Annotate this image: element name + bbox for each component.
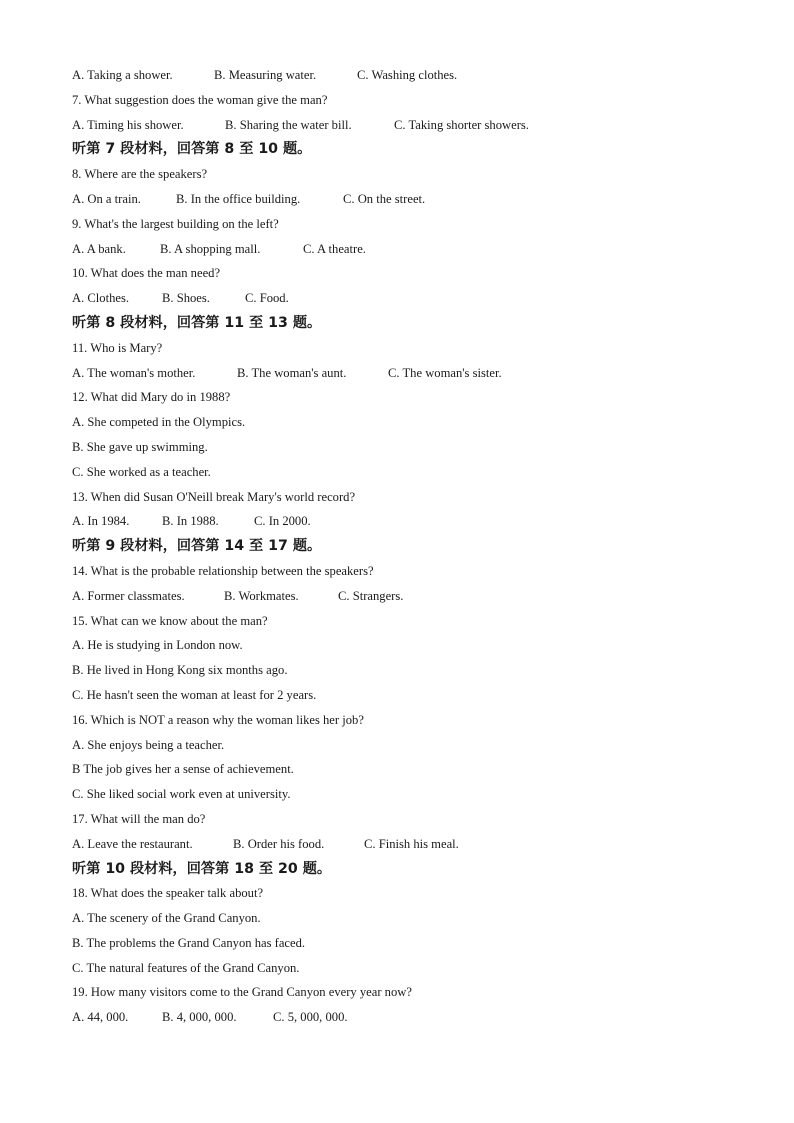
option-c: C. Washing clothes.	[357, 68, 458, 82]
option-b: B. Sharing the water bill.	[225, 117, 352, 132]
answer-line: B. He lived in Hong Kong six months ago.	[72, 663, 288, 678]
option-b: B. Measuring water.	[214, 68, 317, 82]
options-row	[72, 113, 752, 138]
question-11: 11. Who is Mary?	[72, 340, 163, 355]
option-b: B. 4, 000, 000.	[162, 1010, 237, 1025]
options-row	[72, 63, 752, 88]
answer-line: B. She gave up swimming.	[72, 439, 208, 454]
question-14: 14. What is the probable relationship between the speakers?	[72, 563, 374, 578]
option-a: A. In 1984.	[72, 514, 130, 529]
options-row	[72, 286, 752, 311]
option-a: A. 44, 000.	[72, 1010, 129, 1025]
section-heading-9: 听第 9 段材料，回答第 14 至 17 题。	[72, 538, 322, 555]
section-heading-8: 听第 8 段材料，回答第 11 至 13 题。	[72, 314, 322, 331]
option-a: A. On a train.	[72, 191, 141, 206]
option-c: C. Taking shorter showers.	[394, 117, 529, 132]
options-row	[72, 1005, 752, 1030]
option-a: A. A bank.	[72, 241, 126, 256]
option-c: C. In 2000.	[254, 514, 311, 529]
option-b: B. The woman's aunt.	[237, 365, 347, 380]
answer-line: C. The natural features of the Grand Canyon.	[72, 960, 300, 975]
option-b: B. Order his food.	[233, 836, 325, 851]
section-heading-7: 听第 7 段材料，回答第 8 至 10 题。	[72, 141, 312, 158]
option-b: B. A shopping mall.	[160, 241, 261, 256]
options-row	[72, 237, 752, 262]
exam-page	[72, 63, 752, 1030]
answer-line: C. He hasn't seen the woman at least for 2 years.	[72, 687, 317, 702]
option-c: C. Food.	[245, 291, 289, 306]
answer-line: A. She competed in the Olympics.	[72, 415, 246, 430]
option-b: B. Workmates.	[224, 588, 299, 603]
options-row	[72, 361, 752, 386]
option-a: A. Former classmates.	[72, 588, 185, 603]
option-b: B. Shoes.	[162, 291, 210, 306]
options-row	[72, 584, 752, 609]
question-10: 10. What does the man need?	[72, 266, 221, 281]
answer-line: B The job gives her a sense of achievement.	[72, 762, 294, 777]
question-12: 12. What did Mary do in 1988?	[72, 390, 231, 405]
option-a: A. Timing his shower.	[72, 117, 184, 132]
option-a: A. Clothes.	[72, 291, 130, 306]
question-18: 18. What does the speaker talk about?	[72, 886, 264, 901]
answer-line: C. She liked social work even at university.	[72, 787, 291, 802]
question-16: 16. Which is NOT a reason why the woman likes her job?	[72, 712, 364, 727]
options-row	[72, 832, 752, 857]
option-c: C. The woman's sister.	[388, 365, 502, 380]
option-c: C. Strangers.	[338, 588, 404, 603]
option-c: C. 5, 000, 000.	[273, 1010, 348, 1025]
answer-line: C. She worked as a teacher.	[72, 464, 211, 479]
answer-line: B. The problems the Grand Canyon has faced.	[72, 935, 306, 950]
option-b: B. In the office building.	[176, 191, 301, 206]
question-17: 17. What will the man do?	[72, 811, 206, 826]
question-7: 7. What suggestion does the woman give the man?	[72, 92, 328, 107]
answer-line: A. He is studying in London now.	[72, 638, 243, 653]
section-heading-10: 听第 10 段材料，回答第 18 至 20 题。	[72, 860, 332, 877]
options-row	[72, 187, 752, 212]
option-c: C. On the street.	[343, 191, 426, 206]
option-c: C. A theatre.	[303, 241, 366, 256]
question-9: 9. What's the largest building on the left?	[72, 216, 279, 231]
option-b: B. In 1988.	[162, 514, 219, 529]
answer-line: A. She enjoys being a teacher.	[72, 737, 225, 752]
answer-line: A. The scenery of the Grand Canyon.	[72, 911, 261, 926]
option-c: C. Finish his meal.	[364, 836, 459, 851]
option-a: A. Taking a shower.	[72, 68, 173, 82]
options-row	[72, 509, 752, 534]
question-13: 13. When did Susan O'Neill break Mary's world record?	[72, 489, 356, 504]
question-19: 19. How many visitors come to the Grand Canyon every year now?	[72, 985, 412, 1000]
question-15: 15. What can we know about the man?	[72, 613, 268, 628]
option-a: A. Leave the restaurant.	[72, 836, 193, 851]
option-a: A. The woman's mother.	[72, 365, 196, 380]
question-8: 8. Where are the speakers?	[72, 167, 208, 182]
